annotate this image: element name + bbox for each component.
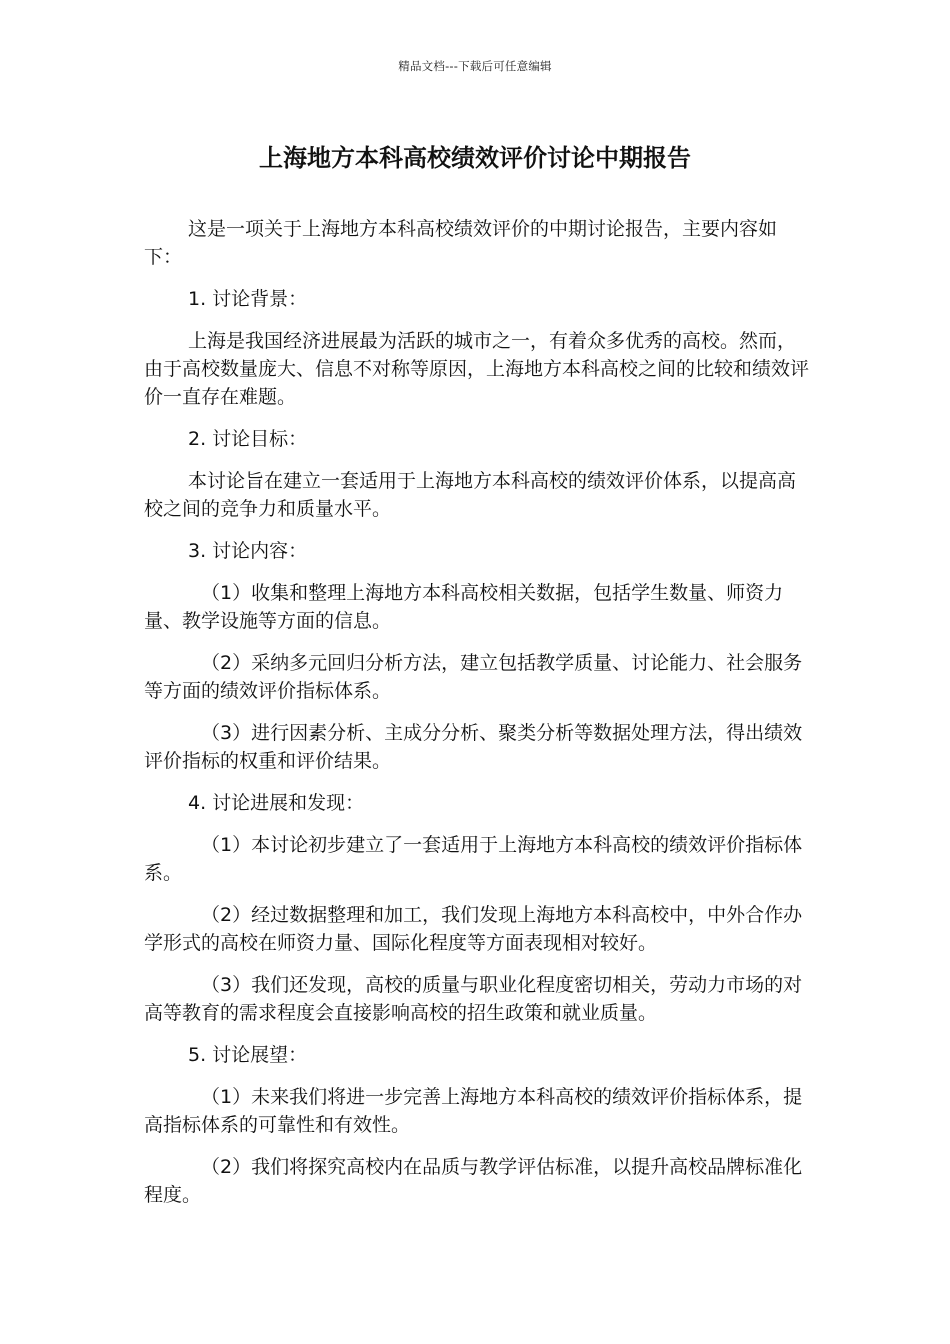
section-heading-background: 1. 讨论背景： (188, 288, 308, 310)
list-item: （2）我们将探究高校内在品质与教学评估标准，以提升高校品牌标准化程度。 (144, 1156, 803, 1206)
list-item: （1）本讨论初步建立了一套适用于上海地方本科高校的绩效评价指标体系。 (144, 834, 803, 884)
section-heading-goal: 2. 讨论目标： (188, 428, 308, 450)
list-item: （2）采纳多元回归分析方法，建立包括教学质量、讨论能力、社会服务等方面的绩效评价指标体系。 (144, 652, 803, 702)
document-title: 上海地方本科高校绩效评价讨论中期报告 (259, 144, 691, 172)
list-item: （1）收集和整理上海地方本科高校相关数据，包括学生数量、师资力量、教学设施等方面的信息。 (144, 582, 784, 632)
document-body (144, 215, 814, 1223)
header-note: 精品文档---下载后可任意编辑 (398, 59, 552, 73)
list-item: （2）经过数据整理和加工，我们发现上海地方本科高校中，中外合作办学形式的高校在师资力量、国际化程度等方面表现相对较好。 (144, 904, 803, 954)
section-heading-content: 3. 讨论内容： (188, 540, 308, 562)
section-heading-progress: 4. 讨论进展和发现： (188, 792, 365, 814)
section-paragraph: 上海是我国经济进展最为活跃的城市之一，有着众多优秀的高校。然而，由于高校数量庞大、信息不对称等原因，上海地方本科高校之间的比较和绩效评价一直存在难题。 (144, 330, 810, 408)
intro-paragraph: 这是一项关于上海地方本科高校绩效评价的中期讨论报告，主要内容如下： (144, 218, 778, 268)
list-item: （1）未来我们将进一步完善上海地方本科高校的绩效评价指标体系，提高指标体系的可靠性和有效性。 (144, 1086, 803, 1136)
section-heading-outlook: 5. 讨论展望： (188, 1044, 308, 1066)
section-paragraph: 本讨论旨在建立一套适用于上海地方本科高校的绩效评价体系，以提高高校之间的竞争力和质量水平。 (144, 470, 797, 520)
list-item: （3）我们还发现，高校的质量与职业化程度密切相关，劳动力市场的对高等教育的需求程度会直接影响高校的招生政策和就业质量。 (144, 974, 803, 1024)
list-item: （3）进行因素分析、主成分分析、聚类分析等数据处理方法，得出绩效评价指标的权重和评价结果。 (144, 722, 803, 772)
